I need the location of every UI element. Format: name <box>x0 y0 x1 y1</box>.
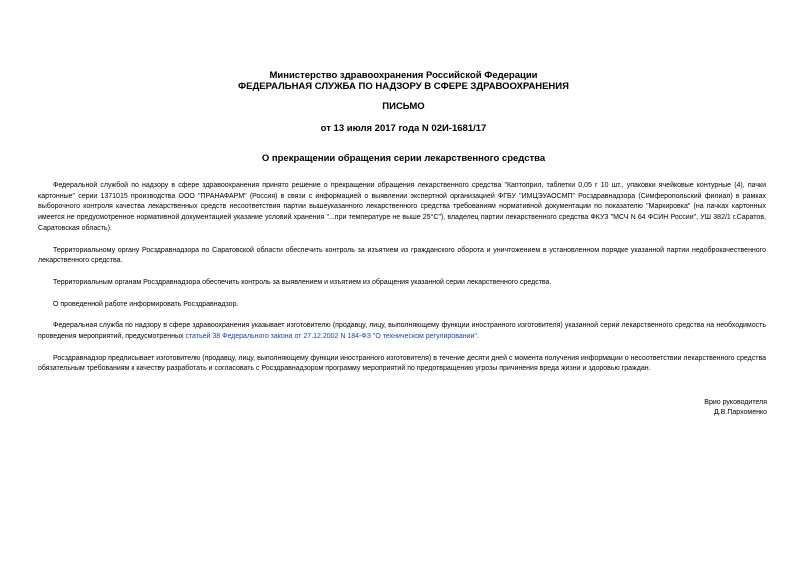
signatory-position: Врио руководителя <box>704 399 767 406</box>
paragraph-decision: Федеральной службой по надзору в сфере здравоохранения принято решение о прекращении обращения лекарственного средства "Каптоприл, таблетки 0,05 г 10 шт., упаковки ячейковые контурные (4), пачки картонные" серии 1371015 производства ООО "ПРАНАФАРМ" (Россия) в связи с информацией о выявлении экспертной организацией ФГБУ "ИМЦЭУАОСМП" Росздравнадзора (Симферопольский филиал) в рамках выборочного контроля качества лекарственных средств несоответствия партии вышеуказанного лекарственного средства требованиям нормативной документации по показателю "Маркировка" (на пачках картонных имеется не предусмотренное нормативной документацией указание условий хранения "...при температуре не выше 25°С"), владелец партии лекарственного средства ФКУЗ "МСЧ N 64 ФСИН России", УШ 382/1 г.Саратов, Саратовская область). <box>38 182 766 232</box>
paragraph-territorial-control: Территориальным органам Росздравнадзора обеспечить контроль за выявлением и изъятием из обращения указанной серии лекарственного средства. <box>53 278 552 286</box>
ministry-name: Министерство здравоохранения Российской Федерации <box>269 70 538 81</box>
signatory-name: Д.В.Пархоменко <box>714 409 767 416</box>
paragraph-prescription: Росздравнадзор предписывает изготовителю (продавцу, лицу, выполняющему функции иностранного изготовителя) в течение десяти дней с момента получения информации о несоответствии лекарственного средства обязательным требованиям к качеству разработать и согласовать с Росздравнадзором программу мероприятий по предотвращению угрозы причинения вреда жизни и здоровью граждан. <box>38 354 766 373</box>
paragraph-text-end: . <box>476 333 479 341</box>
service-name: ФЕДЕРАЛЬНАЯ СЛУЖБА ПО НАДЗОРУ В СФЕРЕ ЗДРАВООХРАНЕНИЯ <box>238 81 569 92</box>
document-body <box>38 181 766 386</box>
paragraph-text: Федеральная служба по надзору в сфере здравоохранения указывает изготовителю (продавцу, лицу, выполняющему функции иностранного изготовителя) указанной серии лекарственного средства на необходимость проведения мероприятий, предусмотренных <box>38 322 766 341</box>
document-type: ПИСЬМО <box>382 101 425 112</box>
paragraph-saratov-control: Территориальному органу Росздравнадзора по Саратовской области обеспечить контроль за изъятием из гражданского оборота и уничтожением в установленном порядке указанной партии недоброкачественного лекарственного средства. <box>38 246 766 265</box>
document-subject: О прекращении обращения серии лекарственного средства <box>261 153 546 164</box>
paragraph-report: О проведенной работе информировать Росздравнадзор. <box>53 300 239 308</box>
law-article-link[interactable]: статьей 38 Федерального закона от 27.12.2002 N 184-ФЗ "О техническом регулировании" <box>185 333 477 341</box>
paragraph-manufacturer-measures <box>38 321 766 342</box>
document-date-number: от 13 июля 2017 года N 02И-1681/17 <box>320 123 487 134</box>
